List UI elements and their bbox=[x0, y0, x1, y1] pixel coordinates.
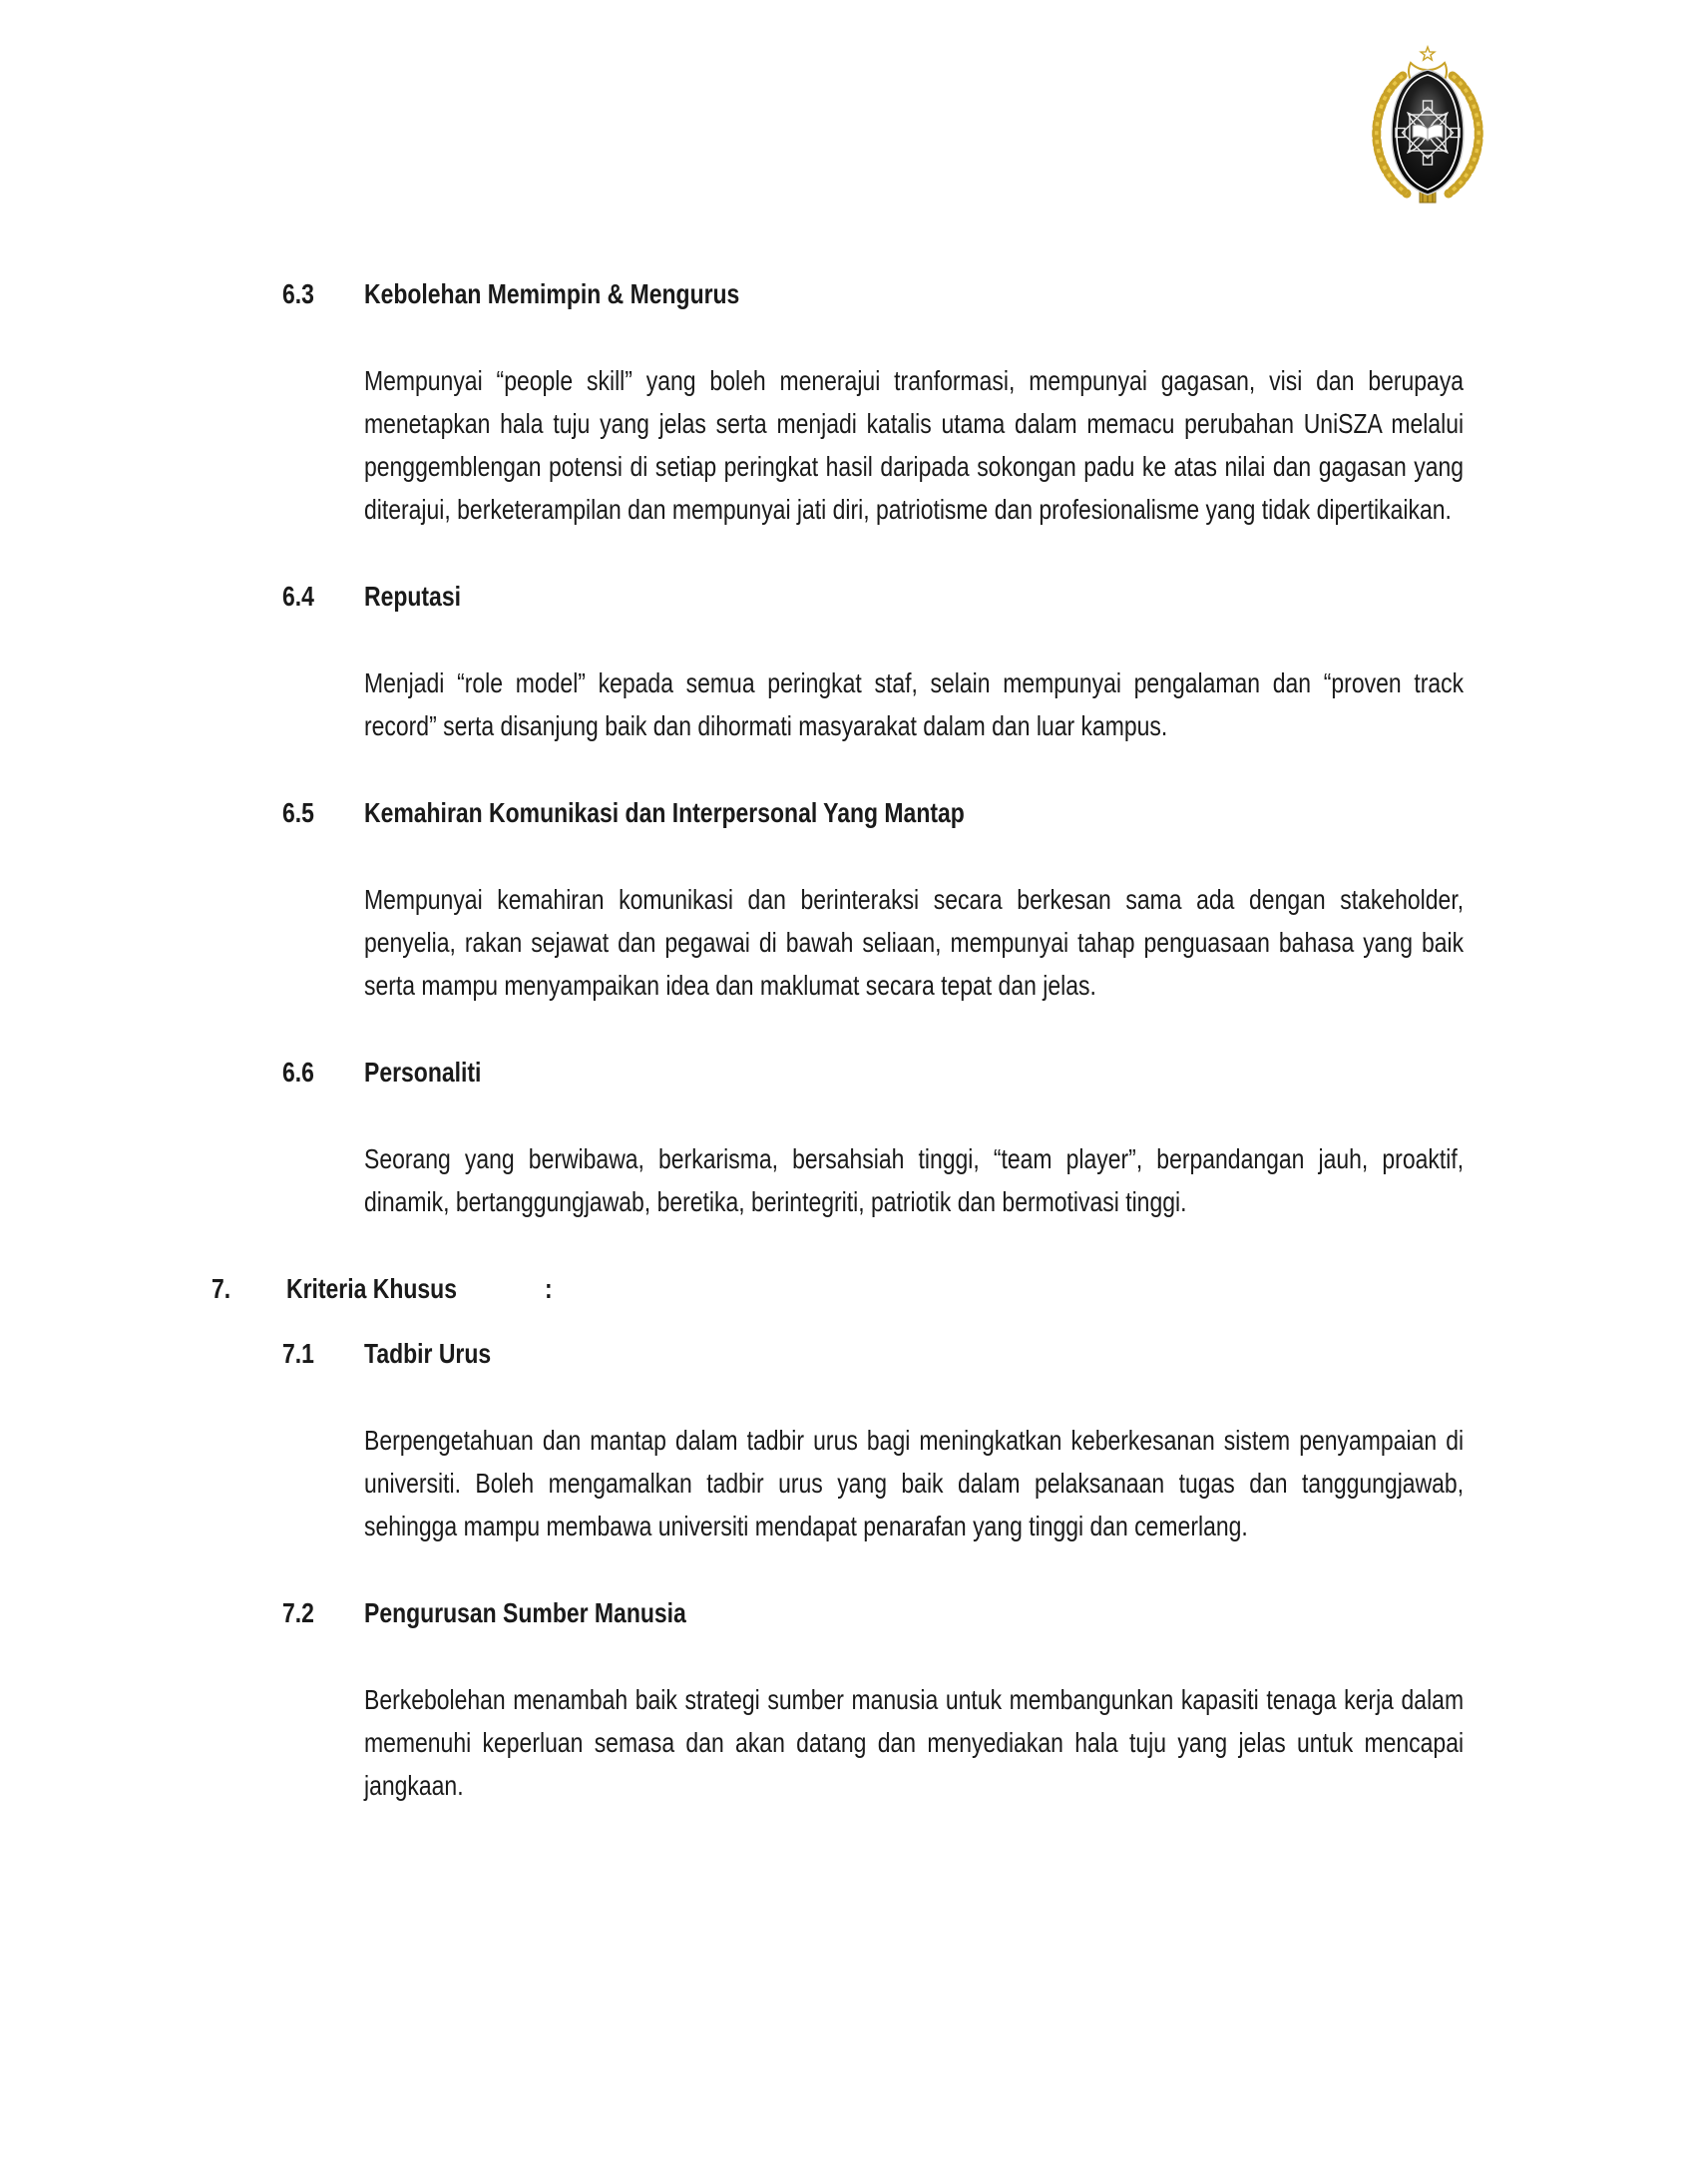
section-title: Tadbir Urus bbox=[364, 1338, 492, 1369]
section-6-5 bbox=[282, 791, 1688, 1007]
section-number: 6.3 bbox=[282, 278, 314, 309]
section-number: 7.2 bbox=[282, 1597, 314, 1628]
section-colon: : bbox=[544, 1273, 553, 1304]
section-6-6 bbox=[282, 1051, 1688, 1223]
section-title: Reputasi bbox=[364, 581, 461, 612]
section-body: Berpengetahuan dan mantap dalam tadbir urus bagi meningkatkan keberkesanan sistem penyampaian di universiti. Boleh mengamalkan tadbir urus yang baik dalam pelaksanaan tugas dan tanggungjawab, sehingga mampu membawa universiti mendapat penarafan yang tinggi dan cemerlang. bbox=[364, 1425, 1465, 1541]
section-heading bbox=[282, 1051, 1688, 1093]
section-title: Pengurusan Sumber Manusia bbox=[364, 1597, 686, 1628]
section-6-3 bbox=[282, 272, 1688, 531]
section-body: Menjadi “role model” kepada semua peringkat staf, selain mempunyai pengalaman dan “proven track record” serta disanjung baik dan dihormati masyarakat dalam dan luar kampus. bbox=[364, 667, 1465, 741]
section-heading bbox=[282, 272, 1688, 315]
section-7 bbox=[211, 1267, 1688, 1310]
section-heading bbox=[282, 1591, 1688, 1634]
section-number: 7. bbox=[211, 1273, 231, 1304]
section-title: Personaliti bbox=[364, 1057, 482, 1088]
section-body: Mempunyai kemahiran komunikasi dan berinteraksi secara berkesan sama ada dengan stakeholder, penyelia, rakan sejawat dan pegawai di bawah seliaan, mempunyai tahap penguasaan bahasa yang baik serta mampu menyampaikan idea dan maklumat secara tepat dan jelas. bbox=[364, 884, 1465, 1001]
unisza-logo bbox=[1367, 42, 1488, 210]
section-heading bbox=[211, 1267, 1688, 1310]
section-heading bbox=[282, 1332, 1688, 1375]
section-title: Kebolehan Memimpin & Mengurus bbox=[364, 278, 740, 309]
section-title: Kriteria Khusus bbox=[286, 1273, 457, 1304]
section-number: 6.4 bbox=[282, 581, 314, 612]
section-7-1 bbox=[282, 1332, 1688, 1547]
document-content bbox=[0, 272, 1688, 1851]
section-body: Berkebolehan menambah baik strategi sumber manusia untuk membangunkan kapasiti tenaga kerja dalam memenuhi keperluan semasa dan akan datang dan menyediakan hala tuju yang jelas untuk mencapai jangkaan. bbox=[364, 1684, 1465, 1801]
section-title: Kemahiran Komunikasi dan Interpersonal Yang Mantap bbox=[364, 797, 965, 828]
section-number: 6.5 bbox=[282, 797, 314, 828]
section-number: 7.1 bbox=[282, 1338, 314, 1369]
section-body: Mempunyai “people skill” yang boleh menerajui tranformasi, mempunyai gagasan, visi dan berupaya menetapkan hala tuju yang jelas serta menjadi katalis utama dalam memacu perubahan UniSZA melalui penggemblengan potensi di setiap peringkat hasil daripada sokongan padu ke atas nilai dan gagasan yang diterajui, berketerampilan dan mempunyai jati diri, patriotisme dan profesionalisme yang tidak dipertikaikan. bbox=[364, 365, 1465, 525]
section-body: Seorang yang berwibawa, berkarisma, bersahsiah tinggi, “team player”, berpandangan jauh, proaktif, dinamik, bertanggungjawab, beretika, berintegriti, patriotik dan bermotivasi tinggi. bbox=[364, 1143, 1465, 1217]
section-heading bbox=[282, 791, 1688, 834]
section-heading bbox=[282, 575, 1688, 618]
section-7-2 bbox=[282, 1591, 1688, 1807]
section-number: 6.6 bbox=[282, 1057, 314, 1088]
section-6-4 bbox=[282, 575, 1688, 747]
